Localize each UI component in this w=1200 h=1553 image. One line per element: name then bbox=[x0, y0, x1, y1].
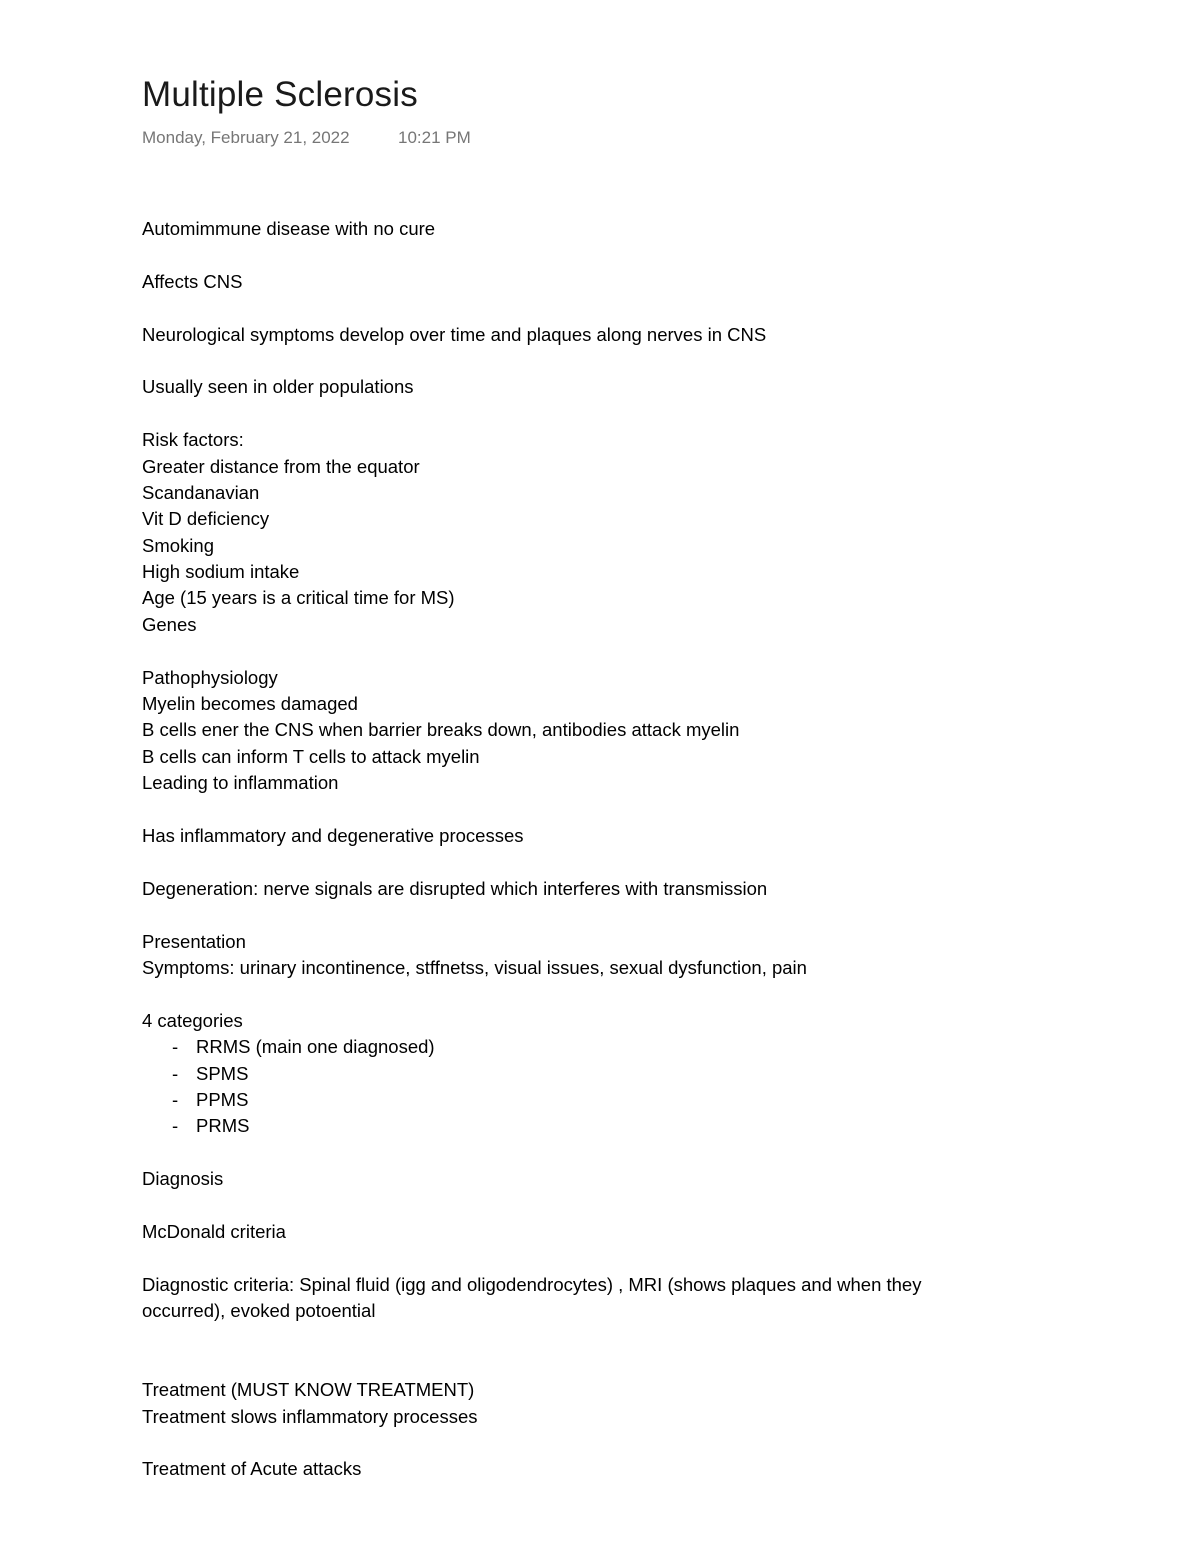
note-timestamp bbox=[142, 126, 1102, 150]
paragraph: Automimmune disease with no cure bbox=[142, 218, 436, 239]
list-item bbox=[142, 1113, 1102, 1139]
note-body bbox=[142, 216, 1102, 1483]
section-heading-pathophysiology: Pathophysiology bbox=[142, 666, 278, 688]
risk-factor-item: Scandanavian bbox=[142, 481, 260, 503]
patho-item: Leading to inflammation bbox=[142, 772, 339, 794]
note-page bbox=[142, 70, 1102, 1483]
risk-factor-item: Greater distance from the equator bbox=[142, 455, 420, 477]
category-label: PPMS bbox=[196, 1088, 249, 1110]
category-label: SPMS bbox=[196, 1062, 249, 1084]
note-time: 10:21 PM bbox=[398, 128, 471, 147]
risk-factor-item: Genes bbox=[142, 613, 197, 635]
page-title: Multiple Sclerosis bbox=[142, 75, 418, 114]
section-heading-risk-factors: Risk factors: bbox=[142, 429, 244, 451]
category-label: RRMS (main one diagnosed) bbox=[196, 1036, 435, 1058]
note-date: Monday, February 21, 2022 bbox=[142, 128, 350, 147]
paragraph: Has inflammatory and degenerative processes bbox=[142, 824, 524, 846]
risk-factor-item: Age (15 years is a critical time for MS) bbox=[142, 587, 455, 609]
risk-factor-item: High sodium intake bbox=[142, 561, 300, 583]
paragraph: Neurological symptoms develop over time and plaques along nerves in CNS bbox=[142, 323, 767, 345]
bullet-dash: - bbox=[172, 1088, 179, 1110]
category-label: PRMS bbox=[196, 1115, 250, 1137]
patho-item: Myelin becomes damaged bbox=[142, 693, 358, 715]
section-heading-acute-attacks: Treatment of Acute attacks bbox=[142, 1458, 362, 1480]
paragraph: Affects CNS bbox=[142, 270, 243, 292]
patho-item: B cells can inform T cells to attack myelin bbox=[142, 745, 480, 767]
bullet-dash: - bbox=[172, 1115, 179, 1137]
paragraph: McDonald criteria bbox=[142, 1220, 286, 1242]
paragraph: Treatment slows inflammatory processes bbox=[142, 1405, 478, 1427]
bullet-dash: - bbox=[172, 1036, 179, 1058]
paragraph: Diagnostic criteria: Spinal fluid (igg and oligodendrocytes) , MRI (shows plaques and when they bbox=[142, 1273, 922, 1295]
bullet-dash: - bbox=[172, 1062, 179, 1084]
section-heading-presentation: Presentation bbox=[142, 930, 246, 952]
paragraph: Degeneration: nerve signals are disrupted which interferes with transmission bbox=[142, 877, 768, 899]
list-item bbox=[142, 1061, 1102, 1087]
categories-list bbox=[142, 1034, 1102, 1140]
risk-factor-item: Vit D deficiency bbox=[142, 508, 270, 530]
risk-factor-item: Smoking bbox=[142, 534, 214, 556]
section-heading-diagnosis: Diagnosis bbox=[142, 1168, 224, 1190]
patho-item: B cells ener the CNS when barrier breaks down, antibodies attack myelin bbox=[142, 719, 740, 741]
list-item bbox=[142, 1087, 1102, 1113]
list-item bbox=[142, 1034, 1102, 1060]
paragraph: Usually seen in older populations bbox=[142, 376, 414, 398]
section-heading-treatment: Treatment (MUST KNOW TREATMENT) bbox=[142, 1379, 475, 1401]
paragraph: Symptoms: urinary incontinence, stffnetss, visual issues, sexual dysfunction, pain bbox=[142, 956, 807, 978]
section-heading-categories: 4 categories bbox=[142, 1009, 243, 1031]
paragraph: occurred), evoked potoential bbox=[142, 1300, 376, 1322]
